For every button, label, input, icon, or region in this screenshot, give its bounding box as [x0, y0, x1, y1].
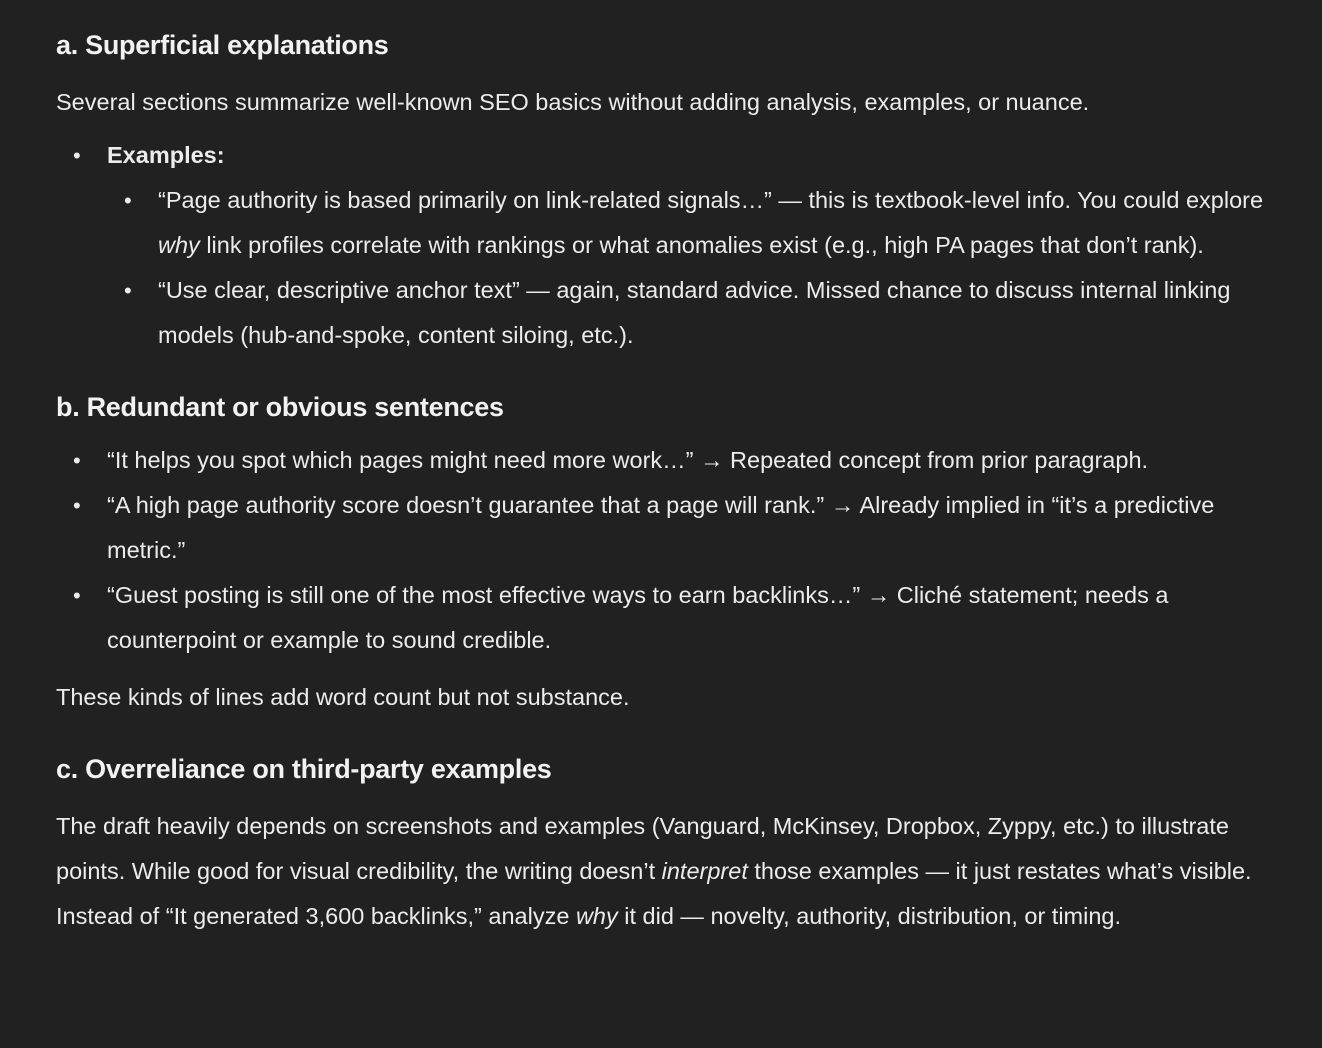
section-b-outro: These kinds of lines add word count but not substance. — [56, 684, 630, 710]
emphasis: interpret — [661, 858, 748, 884]
emphasis: why — [575, 903, 618, 929]
section-c-paragraph-2 — [56, 894, 1296, 939]
paragraph-text: it did — novelty, authority, distribution, or timing. — [617, 903, 1122, 929]
paragraph-text: Instead of “It generated 3,600 backlinks,” analyze — [56, 903, 576, 929]
document-content — [56, 22, 1296, 939]
list-item: • “It helps you spot which pages might need more work…” → Repeated concept from prior paragraph. — [107, 438, 1296, 483]
list-item — [107, 133, 1296, 358]
list-item: • “A high page authority score doesn’t guarantee that a page will rank.” → Already implied in “it’s a predictive metric.” — [107, 483, 1296, 573]
paragraph-text: The draft heavily depends on screenshots and examples (Vanguard, McKinsey, Dropbox, Zyppy, etc.) to illustrate points. While good for visual credibility, the writing doesn’t — [56, 813, 1229, 884]
list-item — [158, 178, 1296, 268]
examples-sublist — [107, 178, 1296, 358]
examples-label: Examples: — [107, 142, 225, 168]
section-a-list — [56, 133, 1296, 358]
emphasis: why — [158, 232, 200, 258]
item-text: link profiles correlate with rankings or what anomalies exist (e.g., high PA pages that don’t rank). — [199, 232, 1204, 258]
list-item: • “Use clear, descriptive anchor text” — again, standard advice. Missed chance to discuss internal linking models (hub-and-spoke, content siloing, etc.). — [158, 268, 1296, 358]
section-a-heading: a. Superficial explanations — [56, 30, 389, 60]
section-a-intro: Several sections summarize well-known SEO basics without adding analysis, examples, or nuance. — [56, 89, 1090, 115]
section-c-paragraph — [56, 804, 1296, 894]
item-text: “Page authority is based primarily on link-related signals…” — this is textbook-level info. You could explore — [158, 187, 1264, 213]
section-c-heading: c. Overreliance on third-party examples — [56, 754, 552, 784]
paragraph-text: those examples — it just restates what’s visible. — [747, 858, 1252, 884]
section-b-list — [56, 438, 1296, 663]
list-item: • “Guest posting is still one of the most effective ways to earn backlinks…” → Cliché statement; needs a counterpoint or example to sound credible. — [107, 573, 1296, 663]
section-b-heading: b. Redundant or obvious sentences — [56, 392, 504, 422]
